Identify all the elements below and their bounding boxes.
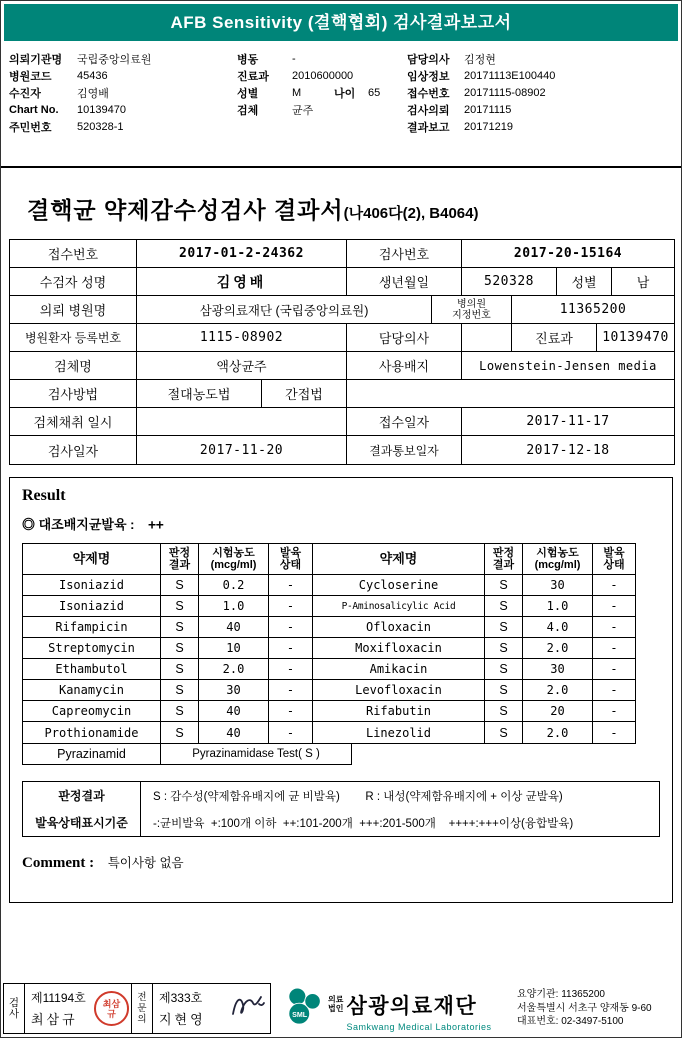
summary-row-patient xyxy=(10,268,674,296)
drug-result: S xyxy=(161,575,199,595)
report-banner xyxy=(4,4,678,41)
drug-susceptibility-table xyxy=(22,543,636,744)
patient-name-label: 수검자 성명 xyxy=(10,268,137,295)
drug-result: S xyxy=(161,596,199,616)
drug-result: S xyxy=(161,638,199,658)
examiner-label: 검사 xyxy=(4,984,25,1033)
drug-concentration: 30 xyxy=(523,659,593,679)
department-label: 진료과 xyxy=(512,324,597,351)
col-result-line1: 판정 xyxy=(168,547,191,559)
drug-name: Streptomycin xyxy=(23,638,161,658)
drug-result: S xyxy=(485,617,523,637)
drug-growth: - xyxy=(611,662,617,676)
method-blank xyxy=(347,380,674,407)
drug-concentration: 20 xyxy=(523,701,593,721)
drug-result: S xyxy=(161,722,199,743)
patient-name-value: 김영배 xyxy=(137,268,347,295)
drug-concentration: 40 xyxy=(199,617,269,637)
pyrazinamidase-test-result: Pyrazinamidase Test( S ) xyxy=(192,748,320,760)
header-divider xyxy=(1,166,681,168)
drug-growth: - xyxy=(611,599,617,613)
col-result-line1: 판정 xyxy=(492,547,515,559)
summary-table xyxy=(9,239,675,465)
drug-growth: - xyxy=(269,617,313,637)
control-growth-line xyxy=(22,514,660,533)
method-value-1: 절대농도법 xyxy=(137,380,262,407)
drug-growth: - xyxy=(611,725,617,740)
info-label: 결과보고 xyxy=(407,121,450,134)
col-result-line2: 결과 xyxy=(168,559,191,571)
specimen-label: 검체명 xyxy=(10,352,137,379)
info-label: 담당의사 xyxy=(407,53,450,66)
col-concentration-right xyxy=(523,544,593,574)
examiner-stamp: 최삼규 xyxy=(94,991,129,1026)
document-title-sub: (나406다(2), B4064) xyxy=(343,205,479,222)
col-concentration-left xyxy=(199,544,269,574)
drug-name: Ofloxacin xyxy=(313,617,485,637)
drug-concentration: 0.2 xyxy=(199,575,269,595)
info-label: 병동 xyxy=(237,53,259,66)
lab-brand xyxy=(285,987,492,1032)
info-row xyxy=(407,84,675,101)
brand-text-block xyxy=(346,987,491,1032)
document-title-main: 결핵균 약제감수성검사 결과서 xyxy=(27,197,344,223)
info-value-2: 65 xyxy=(368,86,381,99)
drug-growth: - xyxy=(611,683,617,697)
drug-name: Linezolid xyxy=(313,722,485,743)
legend-row xyxy=(23,809,659,836)
hospital-value: 삼광의료재단 (국립중앙의료원) xyxy=(137,296,432,323)
info-row xyxy=(407,67,675,84)
brand-name-english: Samkwang Medical Laboratories xyxy=(346,1022,492,1032)
doctor-value xyxy=(462,324,512,351)
drug-name: Prothionamide xyxy=(23,722,161,743)
summary-row-registration xyxy=(10,324,674,352)
drug-name: Cycloserine xyxy=(313,575,485,595)
drug-row xyxy=(23,722,635,743)
department-value: 10139470 xyxy=(602,330,669,345)
info-value: 김영배 xyxy=(77,87,109,100)
drug-table-header xyxy=(23,544,635,575)
signature-box xyxy=(3,983,271,1034)
drug-concentration: 40 xyxy=(199,722,269,743)
drug-result: S xyxy=(161,701,199,721)
info-label: 주민번호 xyxy=(9,121,52,134)
info-row xyxy=(407,101,675,118)
drug-growth: - xyxy=(611,578,617,592)
info-row xyxy=(237,67,407,84)
drug-concentration: 1.0 xyxy=(523,596,593,616)
summary-row-collection xyxy=(10,408,674,436)
report-banner-title: AFB Sensitivity (결핵협회) 검사결과보고서 xyxy=(170,13,512,32)
examiner-name: 최삼규 xyxy=(31,1012,78,1027)
sex-label: 성별 xyxy=(557,268,612,295)
result-title: Result xyxy=(22,487,66,504)
specialist-cert-no: 제333호 xyxy=(159,991,203,1005)
footer xyxy=(1,983,681,1035)
drug-name: Isoniazid xyxy=(23,575,161,595)
birth-label: 생년월일 xyxy=(347,268,462,295)
legend-row xyxy=(23,782,659,809)
method-value-2: 간접법 xyxy=(262,380,347,407)
col-conc-line1: 시험농도 xyxy=(212,547,255,559)
drug-concentration: 30 xyxy=(523,575,593,595)
drug-concentration: 40 xyxy=(199,701,269,721)
info-row xyxy=(237,101,407,118)
inst-no-value: 11365200 xyxy=(559,302,627,317)
sex-value: 남 xyxy=(636,275,650,290)
drug-concentration: 30 xyxy=(199,680,269,700)
sml-logo-text: SML xyxy=(292,1010,308,1019)
specialist-label: 전문의 xyxy=(132,984,153,1033)
info-value: M xyxy=(292,86,302,99)
info-value: 520328-1 xyxy=(77,120,124,133)
lab-contact-info xyxy=(517,988,652,1029)
info-value: 20171113E100440 xyxy=(464,69,556,82)
drug-growth: - xyxy=(269,638,313,658)
drug-row xyxy=(23,575,635,596)
drug-concentration: 2.0 xyxy=(199,659,269,679)
registration-value: 1115-08902 xyxy=(137,324,347,351)
comment-label: Comment : xyxy=(22,855,95,871)
report-date-label: 결과통보일자 xyxy=(347,436,462,464)
info-row xyxy=(9,67,237,84)
col-growth-line1: 발육 xyxy=(603,547,625,559)
document-title xyxy=(27,192,681,225)
info-value: 20171115 xyxy=(464,103,512,116)
info-value: 균주 xyxy=(292,104,314,117)
summary-row-dates xyxy=(10,436,674,464)
summary-row-hospital xyxy=(10,296,674,324)
info-row xyxy=(407,50,675,67)
specimen-value: 액상균주 xyxy=(137,352,347,379)
info-value: 김정현 xyxy=(464,53,496,66)
receipt-date-label: 접수일자 xyxy=(347,408,462,435)
info-value: 2010600000 xyxy=(292,69,354,82)
drug-concentration: 10 xyxy=(199,638,269,658)
drug-growth: - xyxy=(269,575,313,595)
drug-name: P-Aminosalicylic Acid xyxy=(313,596,485,616)
drug-name: Isoniazid xyxy=(23,596,161,616)
info-label: 진료과 xyxy=(237,70,269,83)
col-result-left xyxy=(161,544,199,574)
drug-growth: - xyxy=(269,701,313,721)
drug-name: Levofloxacin xyxy=(313,680,485,700)
drug-result: S xyxy=(485,680,523,700)
method-label: 검사방법 xyxy=(10,380,137,407)
pyrazinamid-row xyxy=(22,744,352,765)
col-growth-line2: 상태 xyxy=(603,559,625,571)
registration-label: 병원환자 등록번호 xyxy=(10,324,137,351)
col-result-right xyxy=(485,544,523,574)
drug-result: S xyxy=(485,701,523,721)
drug-concentration: 4.0 xyxy=(523,617,593,637)
drug-concentration: 2.0 xyxy=(523,638,593,658)
col-growth-line2: 상태 xyxy=(279,559,302,571)
info-label: 병원코드 xyxy=(9,70,52,83)
collection-value xyxy=(137,408,347,435)
drug-growth: - xyxy=(611,704,617,718)
drug-result: S xyxy=(485,659,523,679)
info-row xyxy=(237,84,407,101)
info-value: 20171115-08902 xyxy=(464,86,546,99)
drug-name: Kanamycin xyxy=(23,680,161,700)
examiner-cell xyxy=(25,984,132,1033)
info-value: 국립중앙의료원 xyxy=(77,53,152,66)
info-row xyxy=(237,50,407,67)
drug-result: S xyxy=(161,659,199,679)
legend-label: 발육상태표시기준 xyxy=(23,809,141,836)
info-row xyxy=(9,101,237,118)
brand-entity-line2: 법인 xyxy=(328,1004,344,1013)
result-section xyxy=(9,477,673,903)
summary-row-method xyxy=(10,380,674,408)
drug-row xyxy=(23,659,635,680)
info-label: 의뢰기관명 xyxy=(9,53,63,66)
drug-name: Ethambutol xyxy=(23,659,161,679)
drug-result: S xyxy=(161,680,199,700)
info-label-2: 나이 xyxy=(334,87,356,100)
drug-row xyxy=(23,638,635,659)
specialist-signature-icon xyxy=(230,992,266,1023)
summary-row-receipt xyxy=(10,240,674,268)
col-conc-line1: 시험농도 xyxy=(536,547,579,559)
info-label: 성별 xyxy=(237,87,259,100)
info-label: 검사의뢰 xyxy=(407,104,450,117)
drug-table-body xyxy=(23,575,635,743)
info-value: 45436 xyxy=(77,69,108,82)
drug-growth: - xyxy=(269,722,313,743)
info-label: 수진자 xyxy=(9,87,41,100)
control-growth-label: ◎ 대조배지균발육 : xyxy=(22,517,135,532)
col-conc-line2: (mcg/ml) xyxy=(534,559,581,571)
drug-growth: - xyxy=(269,659,313,679)
specialist-name: 지현영 xyxy=(159,1012,206,1027)
drug-result: S xyxy=(485,722,523,743)
summary-row-specimen xyxy=(10,352,674,380)
info-column-right xyxy=(407,50,675,135)
brand-entity-line1: 의료 xyxy=(328,995,344,1004)
info-value: 20171219 xyxy=(464,120,513,133)
col-conc-line2: (mcg/ml) xyxy=(210,559,257,571)
col-growth-left xyxy=(269,544,313,574)
info-label: 접수번호 xyxy=(407,87,450,100)
media-label: 사용배지 xyxy=(347,352,462,379)
legend-table xyxy=(22,781,660,837)
drug-row xyxy=(23,596,635,617)
drug-growth: - xyxy=(269,680,313,700)
comment-text: 특이사항 없음 xyxy=(107,856,184,870)
drug-concentration: 1.0 xyxy=(199,596,269,616)
info-value: - xyxy=(292,52,296,65)
receipt-no-label: 접수번호 xyxy=(10,240,137,267)
drug-name: Rifabutin xyxy=(313,701,485,721)
drug-name: Moxifloxacin xyxy=(313,638,485,658)
brand-entity-type xyxy=(328,995,343,1013)
drug-concentration: 2.0 xyxy=(523,680,593,700)
drug-name: Capreomycin xyxy=(23,701,161,721)
doctor-label: 담당의사 xyxy=(347,324,462,351)
info-label: Chart No. xyxy=(9,103,59,116)
receipt-date-value: 2017-11-17 xyxy=(526,414,610,429)
drug-row xyxy=(23,680,635,701)
info-column-left xyxy=(9,50,237,135)
drug-row xyxy=(23,701,635,722)
info-row xyxy=(407,118,675,135)
brand-name-korean: 삼광의료재단 xyxy=(346,995,478,1018)
contact-line: 요양기관: 11365200 xyxy=(517,989,605,1000)
legend-text: -:균비발육 +:100개 이하 ++:101-200개 +++:201-500개 ++++:+++이상(융합발육) xyxy=(153,817,574,830)
inst-no-label xyxy=(432,296,512,323)
test-date-label: 검사일자 xyxy=(10,436,137,464)
report-date-value: 2017-12-18 xyxy=(526,442,610,458)
contact-line: 대표번호: 02-3497-5100 xyxy=(517,1016,624,1027)
specialist-cell xyxy=(153,984,270,1033)
info-row xyxy=(9,118,237,135)
receipt-no-value: 2017-01-2-24362 xyxy=(137,240,347,267)
col-result-line2: 결과 xyxy=(492,559,515,571)
drug-result: S xyxy=(485,575,523,595)
drug-name: Amikacin xyxy=(313,659,485,679)
info-label: 임상정보 xyxy=(407,70,450,83)
info-row xyxy=(9,50,237,67)
drug-growth: - xyxy=(611,620,617,634)
col-growth-right xyxy=(593,544,635,574)
info-column-middle xyxy=(237,50,407,135)
drug-result: S xyxy=(485,638,523,658)
drug-concentration: 2.0 xyxy=(523,722,593,743)
col-drug-name-right: 약제명 xyxy=(313,544,485,574)
test-no-value: 2017-20-15164 xyxy=(513,246,623,261)
pyrazinamid-name: Pyrazinamid xyxy=(23,744,161,764)
media-value: Lowenstein-Jensen media xyxy=(479,358,657,373)
col-drug-name-left: 약제명 xyxy=(23,544,161,574)
info-value: 10139470 xyxy=(77,103,126,116)
drug-result: S xyxy=(485,596,523,616)
inst-no-label-line2: 지정번호 xyxy=(452,309,491,321)
drug-result: S xyxy=(161,617,199,637)
examiner-cert-no: 제11194호 xyxy=(31,991,86,1005)
drug-row xyxy=(23,617,635,638)
inst-no-label-line1: 병의원 xyxy=(457,298,486,310)
drug-name: Rifampicin xyxy=(23,617,161,637)
comment-line xyxy=(22,853,660,872)
contact-line: 서울특별시 서초구 양재동 9-60 xyxy=(517,1002,652,1014)
sml-logo-icon xyxy=(285,987,323,1032)
birth-value: 520328 xyxy=(462,268,557,295)
control-growth-value: ++ xyxy=(148,518,164,533)
hospital-label: 의뢰 병원명 xyxy=(10,296,137,323)
drug-growth: - xyxy=(611,641,617,655)
test-date-value: 2017-11-20 xyxy=(137,436,347,464)
legend-text: S : 감수성(약제함유배지에 균 비발육) R : 내성(약제함유배지에 + 이상 균발육) xyxy=(153,790,563,803)
drug-growth: - xyxy=(269,596,313,616)
info-row xyxy=(9,84,237,101)
col-growth-line1: 발육 xyxy=(279,547,302,559)
test-no-label: 검사번호 xyxy=(347,240,462,267)
info-label: 검체 xyxy=(237,104,259,117)
patient-info-header xyxy=(1,41,681,135)
collection-label: 검체채취 일시 xyxy=(10,408,137,435)
legend-label: 판정결과 xyxy=(23,782,141,809)
